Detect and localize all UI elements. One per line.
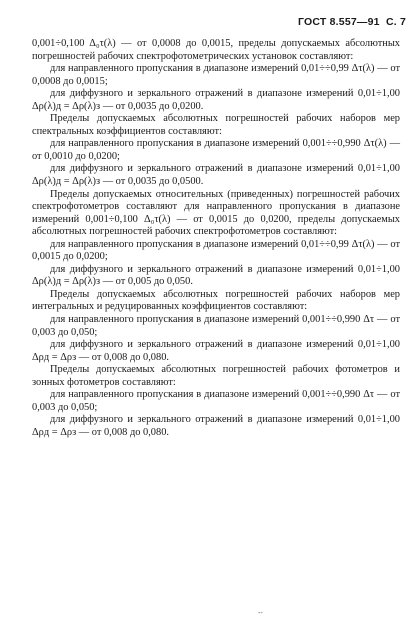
paragraph: для диффузного и зеркального отражений в диапазоне измерений 0,01÷1,00 Δρд = Δρз — от 0,008 до 0,080. [32,414,400,438]
page-header [298,16,406,28]
paragraph: для диффузного и зеркального отражений в диапазоне измерений 0,01÷1,00 Δρд = Δρз — от 0,008 до 0,080. [32,339,400,363]
paragraph: для направленного пропускания в диапазоне измерений 0,001÷÷0,990 Δτ — от 0,003 до 0,050; [32,314,400,338]
paragraph: для направленного пропускания в диапазоне измерений 0,01÷÷0,99 Δτ(λ) — от 0,0015 до 0,0200; [32,238,400,263]
paragraph: Пределы допускаемых абсолютных погрешностей рабочих наборов мер спектральных коэффициентов составляют: [32,113,400,137]
paragraph: для направленного пропускания в диапазоне измерений 0,01÷÷0,99 Δτ(λ) — от 0,0008 до 0,0015; [32,63,400,87]
footer-mark: -- [258,610,263,617]
standard-number: ГОСТ 8.557—91 [297,16,380,28]
paragraph: Пределы допускаемых абсолютных погрешностей рабочих наборов мер интегральных и редуцированных коэффициентов составляют: [32,288,400,313]
paragraph: для направленного пропускания в диапазоне измерений 0,001÷÷0,990 Δτ(λ) — от 0,0010 до 0,0200; [32,138,400,162]
paragraph: для диффузного и зеркального отражений в диапазоне измерений 0,01÷1,00 Δρ(λ)д = Δρ(λ)з — от 0,0035 до 0,0500. [32,163,400,188]
paragraph: 0,001÷0,100 Δ₀τ(λ) — от 0,0008 до 0,0015, пределы допускаемых абсолютных погрешностей рабочих спектрофотометрических установок составляют: [32,38,400,62]
page-number: С. 7 [385,16,406,28]
paragraph: для диффузного и зеркального отражений в диапазоне измерений 0,01÷1,00 Δρ(λ)д = Δρ(λ)з — от 0,0035 до 0,0200. [32,88,400,112]
document-body [32,38,400,440]
paragraph: для направленного пропускания в диапазоне измерений 0,001÷÷0,990 Δτ — от 0,003 до 0,050; [32,389,400,413]
paragraph: для диффузного и зеркального отражений в диапазоне измерений 0,01÷1,00 Δρ(λ)д = Δρ(λ)з — от 0,005 до 0,050. [32,263,400,288]
paragraph: Пределы допускаемых абсолютных погрешностей рабочих фотометров и зонных фотометров составляют: [32,364,400,388]
paragraph: Пределы допускаемых относительных (приведенных) погрешностей рабочих спектрофотометров составляют для направленного пропускания в диапазоне измерений 0,001÷0,100 Δ₀τ(λ) — от 0,0015 до 0,0200, пределы допускаемых абсолютных погрешностей рабочих спектрофотометров составляют: [32,188,400,238]
